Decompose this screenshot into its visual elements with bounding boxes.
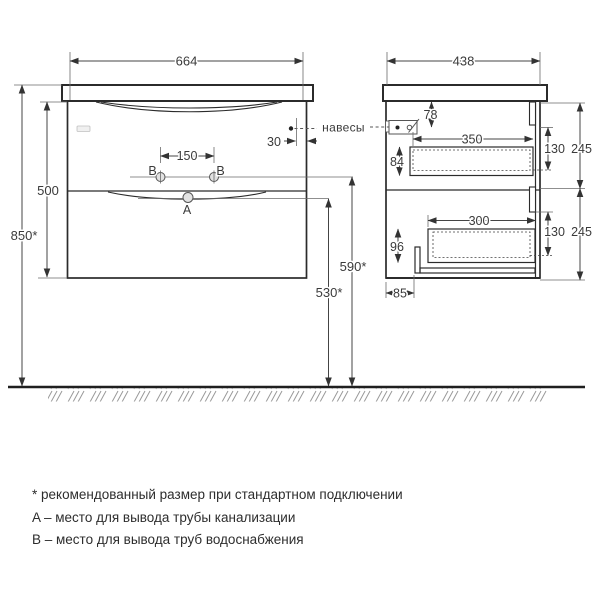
brand-logo-plate [77, 126, 90, 132]
dim-drain-height-530 [316, 199, 343, 386]
dim-height-850 [11, 85, 62, 386]
svg-text:590*: 590* [339, 259, 367, 274]
dim-drawer1-front-130 [544, 128, 565, 171]
svg-text:530*: 530* [315, 285, 343, 300]
side-view [370, 52, 592, 301]
front-mount-point [289, 126, 293, 130]
drawer1-front-edge [530, 102, 536, 125]
dim-drawer1-zone-245 [571, 103, 592, 189]
dim-drawer2-zone-245 [571, 189, 592, 281]
svg-text:130: 130 [544, 142, 565, 156]
svg-text:85: 85 [393, 286, 407, 301]
drawer2-front-edge [530, 187, 536, 212]
dim-body-height-500 [37, 102, 67, 278]
svg-text:245: 245 [571, 225, 592, 239]
svg-text:300: 300 [468, 214, 490, 228]
hole-b-right-label: B [216, 164, 225, 178]
svg-text:78: 78 [423, 108, 438, 122]
svg-text:245: 245 [571, 142, 592, 156]
wall-hanger-bracket [386, 119, 420, 134]
dim-water-height-590 [340, 177, 367, 386]
mounts-callout-label: навесы [322, 120, 365, 135]
front-view [11, 52, 367, 386]
hole-a-label: A [182, 203, 192, 217]
front-sink-top [62, 85, 313, 101]
svg-text:30: 30 [267, 135, 281, 149]
svg-text:130: 130 [544, 225, 565, 239]
drain-hole [183, 193, 193, 203]
svg-text:350: 350 [461, 132, 483, 147]
svg-text:438: 438 [452, 53, 475, 69]
note-b: B – место для вывода труб водоснабжения [32, 532, 304, 547]
dim-drawer2-front-130 [544, 212, 565, 256]
floor-hatching [48, 389, 550, 402]
svg-text:150: 150 [176, 149, 198, 163]
dim-depth-438 [387, 52, 540, 85]
svg-text:96: 96 [390, 240, 404, 254]
front-cabinet-body [68, 101, 307, 278]
note-a: A – место для вывода трубы канализации [32, 509, 296, 525]
notes-block [32, 484, 403, 552]
hole-b-left-label: B [148, 164, 157, 178]
svg-text:850*: 850* [10, 228, 38, 243]
floor [8, 387, 585, 402]
svg-text:500: 500 [37, 183, 59, 198]
svg-text:664: 664 [175, 53, 198, 69]
side-sink-top [383, 85, 547, 101]
note-asterisk: * рекомендованный размер при стандартном подключении [32, 487, 403, 502]
svg-text:84: 84 [390, 155, 404, 169]
